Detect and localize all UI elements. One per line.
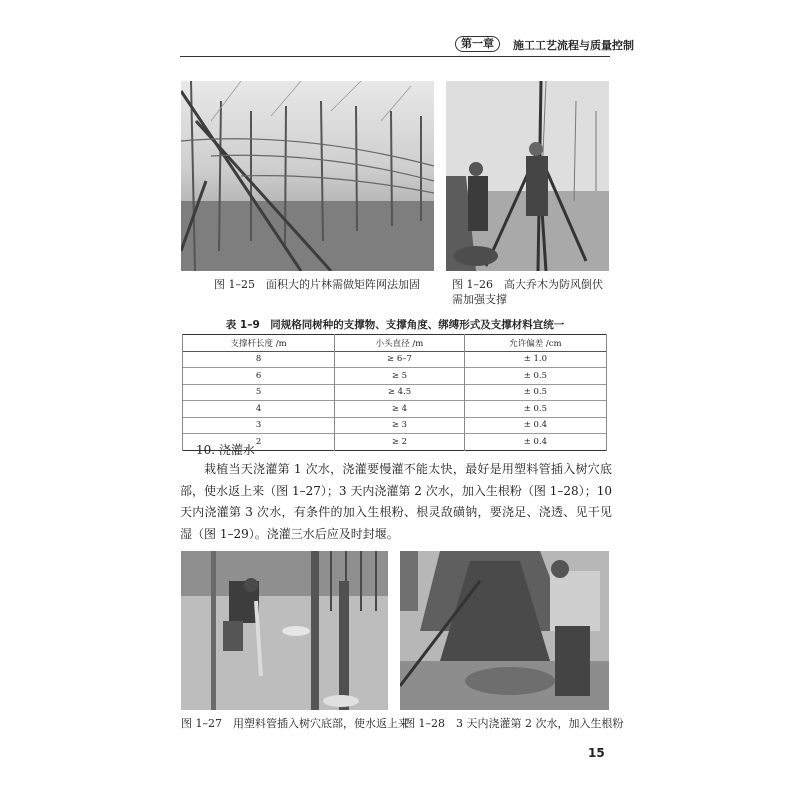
table-title: 表 1–9 同规格同树种的支撑物、支撑角度、绑缚形式及支撑材料宜统一 [225, 319, 565, 331]
table-cell: 5 [183, 384, 335, 401]
header-rule [180, 56, 610, 57]
col-header-length: 支撑杆长度 /m [183, 335, 335, 352]
caption-fig-1-26: 图 1–26 高大乔木为防风倒伏需加强支撑 [452, 278, 603, 306]
table-cell: ≥ 2 [335, 434, 465, 451]
caption-fig-1-28: 图 1–28 3 天内浇灌第 2 次水，加入生根粉 [404, 717, 624, 730]
table-row [183, 401, 607, 418]
table-cell: ≥ 6–7 [335, 351, 465, 368]
table-row [183, 368, 607, 385]
chapter-badge: 第一章 [455, 36, 500, 52]
table-header-row [183, 335, 607, 352]
table-cell: 6 [183, 368, 335, 385]
caption-fig-1-25: 图 1–25 面积大的片林需做矩阵网法加固 [214, 278, 420, 291]
photo-fig-1-26 [446, 81, 609, 271]
table-cell: ± 0.4 [464, 434, 606, 451]
photo-fig-1-25 [181, 81, 434, 271]
table-cell: ≥ 4.5 [335, 384, 465, 401]
table-cell: 2 [183, 434, 335, 451]
col-header-diameter: 小头直径 /m [335, 335, 465, 352]
section-heading: 10. 浇灌水 [196, 443, 255, 457]
table-row [183, 417, 607, 434]
table-cell: ≥ 4 [335, 401, 465, 418]
table-cell: ≥ 5 [335, 368, 465, 385]
table-cell: ± 1.0 [464, 351, 606, 368]
table-cell: 4 [183, 401, 335, 418]
table-cell: 3 [183, 417, 335, 434]
table-cell: ± 0.5 [464, 401, 606, 418]
table-row [183, 384, 607, 401]
table-cell: ± 0.4 [464, 417, 606, 434]
page-number: 15 [588, 746, 605, 760]
table-cell: 8 [183, 351, 335, 368]
photo-fig-1-28 [400, 551, 609, 710]
support-spec-table [182, 334, 607, 451]
table-cell: ± 0.5 [464, 384, 606, 401]
table-cell: ± 0.5 [464, 368, 606, 385]
table-row [183, 351, 607, 368]
body-paragraph: 栽植当天浇灌第 1 次水，浇灌要慢灌不能太快，最好是用塑料管插入树穴底部，使水返上来（图 1–27）；3 天内浇灌第 2 次水，加入生根粉（图 1–28）；10 天内浇灌第 3 次水，有条件的加入生根粉、根灵敌磺钠，要浇足、浇透、见干见湿（图 1–29）。浇灌三水后应及时封堰。 [180, 462, 612, 541]
col-header-tolerance: 允许偏差 /cm [464, 335, 606, 352]
photo-fig-1-27 [181, 551, 388, 710]
table-cell: ≥ 3 [335, 417, 465, 434]
running-header-title: 施工工艺流程与质量控制 [513, 39, 634, 52]
caption-fig-1-27: 图 1–27 用塑料管插入树穴底部，使水返上来 [181, 717, 409, 730]
